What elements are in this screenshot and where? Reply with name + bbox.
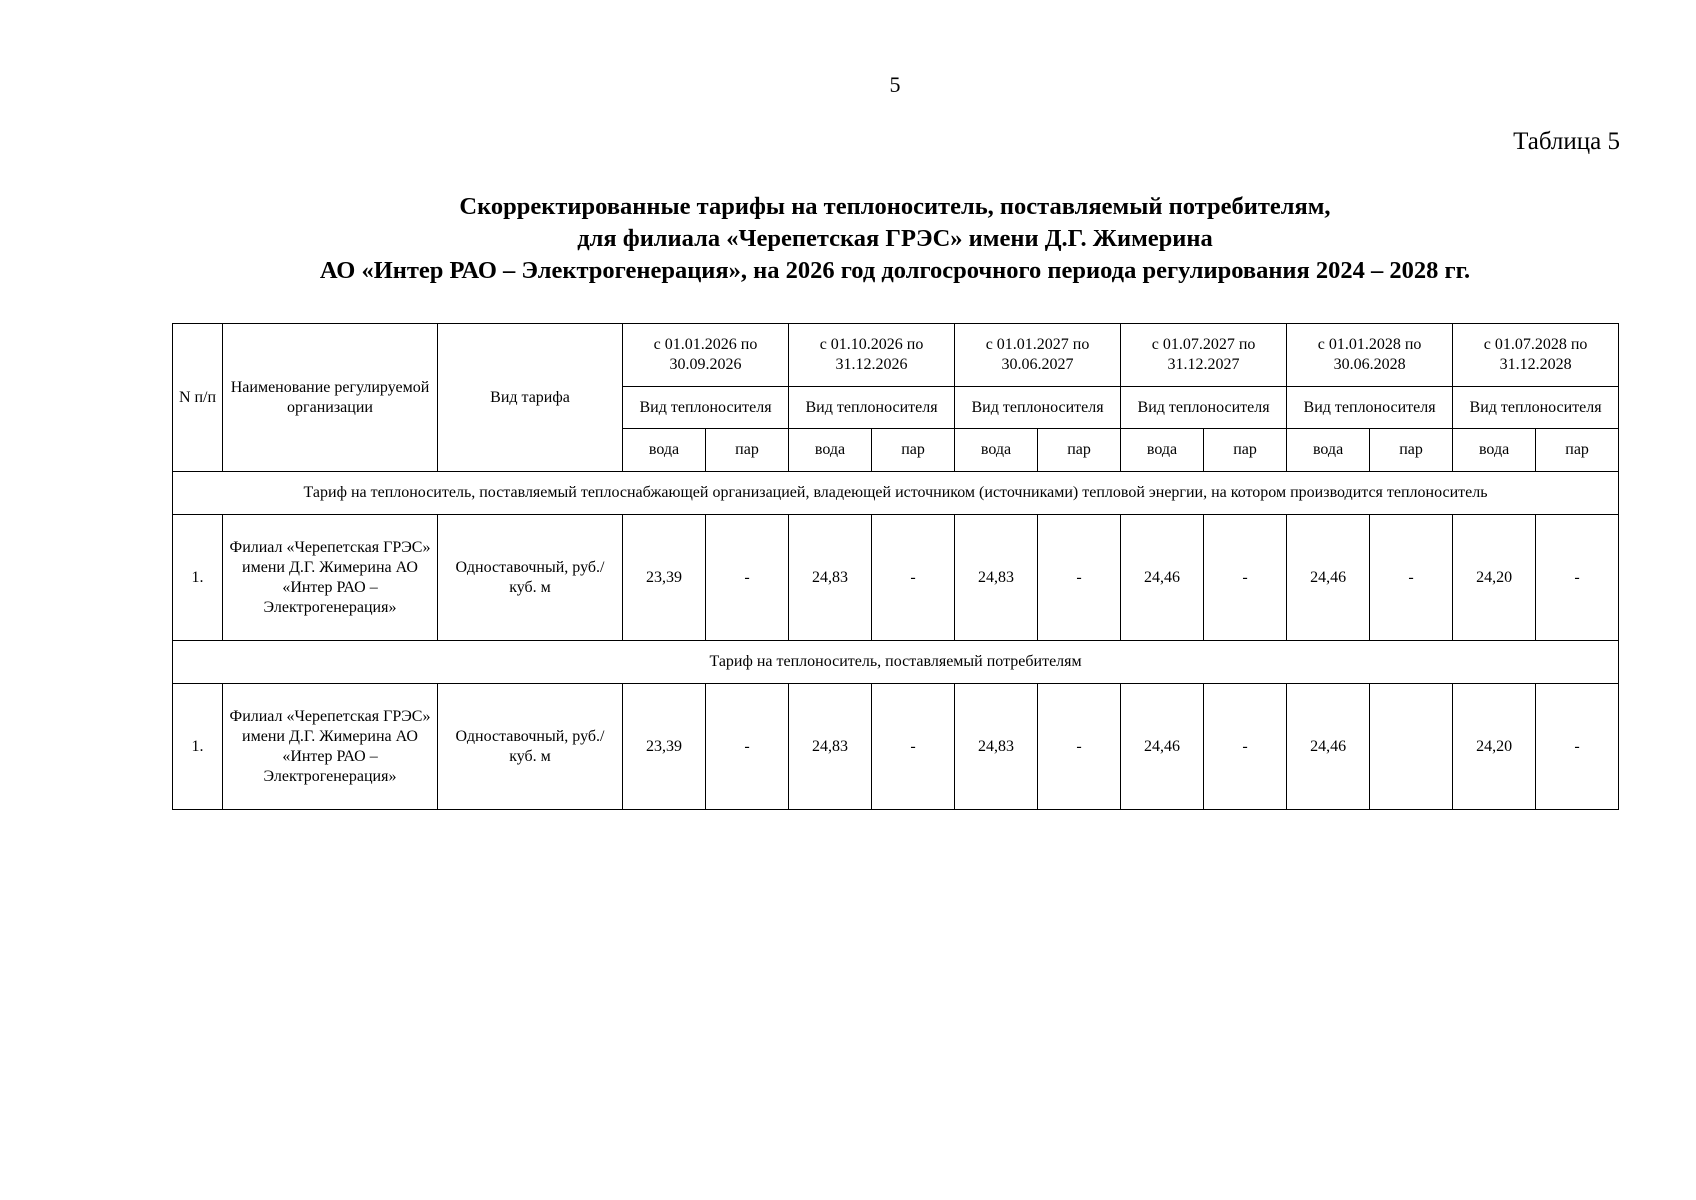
header-row-periods <box>173 324 1619 387</box>
header-period: с 01.10.2026 по 31.12.2026 <box>789 324 955 387</box>
value-cell: 23,39 <box>623 684 706 810</box>
header-carrier-kind: Вид теплоносителя <box>1287 387 1453 429</box>
value-cell: - <box>872 684 955 810</box>
value-cell: 24,20 <box>1453 515 1536 641</box>
title-line: АО «Интер РАО – Электрогенерация», на 2026 год долгосрочного периода регулирования 2024 – 2028 гг. <box>319 257 1471 284</box>
value-cell: 24,83 <box>789 684 872 810</box>
page-number: 5 <box>889 72 901 97</box>
value-cell: - <box>872 515 955 641</box>
row-num: 1. <box>173 684 223 810</box>
header-water: вода <box>1287 429 1370 472</box>
value-cell: - <box>706 684 789 810</box>
header-period: с 01.01.2028 по 30.06.2028 <box>1287 324 1453 387</box>
header-steam: пар <box>706 429 789 472</box>
table-row <box>173 684 1619 810</box>
value-cell: 24,83 <box>955 684 1038 810</box>
value-cell: - <box>706 515 789 641</box>
header-steam: пар <box>1038 429 1121 472</box>
header-water: вода <box>1121 429 1204 472</box>
value-cell: - <box>1370 515 1453 641</box>
section-row <box>173 472 1619 515</box>
value-cell: 24,46 <box>1287 515 1370 641</box>
value-cell: - <box>1204 684 1287 810</box>
table-caption: Таблица 5 <box>1513 128 1620 155</box>
header-steam: пар <box>1536 429 1619 472</box>
value-cell: 24,46 <box>1121 684 1204 810</box>
header-tariff-type: Вид тарифа <box>438 324 623 472</box>
header-water: вода <box>955 429 1038 472</box>
row-org: Филиал «Черепетская ГРЭС» имени Д.Г. Жимерина АО «Интер РАО – Электрогенерация» <box>223 515 438 641</box>
row-org: Филиал «Черепетская ГРЭС» имени Д.Г. Жимерина АО «Интер РАО – Электрогенерация» <box>223 684 438 810</box>
header-carrier-kind: Вид теплоносителя <box>623 387 789 429</box>
title-line: для филиала «Черепетская ГРЭС» имени Д.Г. Жимерина <box>577 225 1213 252</box>
table-row <box>173 515 1619 641</box>
header-period: с 01.07.2027 по 31.12.2027 <box>1121 324 1287 387</box>
value-cell: - <box>1038 684 1121 810</box>
header-org: Наименование регулируемой организации <box>223 324 438 472</box>
row-tariff-type: Одноставочный, руб./куб. м <box>438 684 623 810</box>
header-steam: пар <box>1204 429 1287 472</box>
header-steam: пар <box>1370 429 1453 472</box>
title-line: Скорректированные тарифы на теплоноситель, поставляемый потребителям, <box>459 193 1331 220</box>
header-steam: пар <box>872 429 955 472</box>
header-period: с 01.07.2028 по 31.12.2028 <box>1453 324 1619 387</box>
header-water: вода <box>623 429 706 472</box>
value-cell: 23,39 <box>623 515 706 641</box>
value-cell: 24,46 <box>1121 515 1204 641</box>
value-cell: 24,46 <box>1287 684 1370 810</box>
value-cell: - <box>1536 515 1619 641</box>
value-cell: 24,83 <box>955 515 1038 641</box>
header-period: с 01.01.2027 по 30.06.2027 <box>955 324 1121 387</box>
document-title <box>160 191 1630 287</box>
header-water: вода <box>789 429 872 472</box>
section-title: Тариф на теплоноситель, поставляемый теплоснабжающей организацией, владеющей источником (источниками) тепловой энергии, на котором производится теплоноситель <box>173 472 1619 515</box>
row-num: 1. <box>173 515 223 641</box>
value-cell: - <box>1038 515 1121 641</box>
header-num: N п/п <box>173 324 223 472</box>
value-cell: - <box>1204 515 1287 641</box>
tariff-table <box>172 323 1619 810</box>
header-period: с 01.01.2026 по 30.09.2026 <box>623 324 789 387</box>
row-tariff-type: Одноставочный, руб./куб. м <box>438 515 623 641</box>
section-row <box>173 641 1619 684</box>
header-carrier-kind: Вид теплоносителя <box>1453 387 1619 429</box>
value-cell: - <box>1536 684 1619 810</box>
header-carrier-kind: Вид теплоносителя <box>955 387 1121 429</box>
header-carrier-kind: Вид теплоносителя <box>1121 387 1287 429</box>
value-cell: 24,20 <box>1453 684 1536 810</box>
header-carrier-kind: Вид теплоносителя <box>789 387 955 429</box>
value-cell <box>1370 684 1453 810</box>
section-title: Тариф на теплоноситель, поставляемый потребителям <box>173 641 1619 684</box>
value-cell: 24,83 <box>789 515 872 641</box>
header-water: вода <box>1453 429 1536 472</box>
